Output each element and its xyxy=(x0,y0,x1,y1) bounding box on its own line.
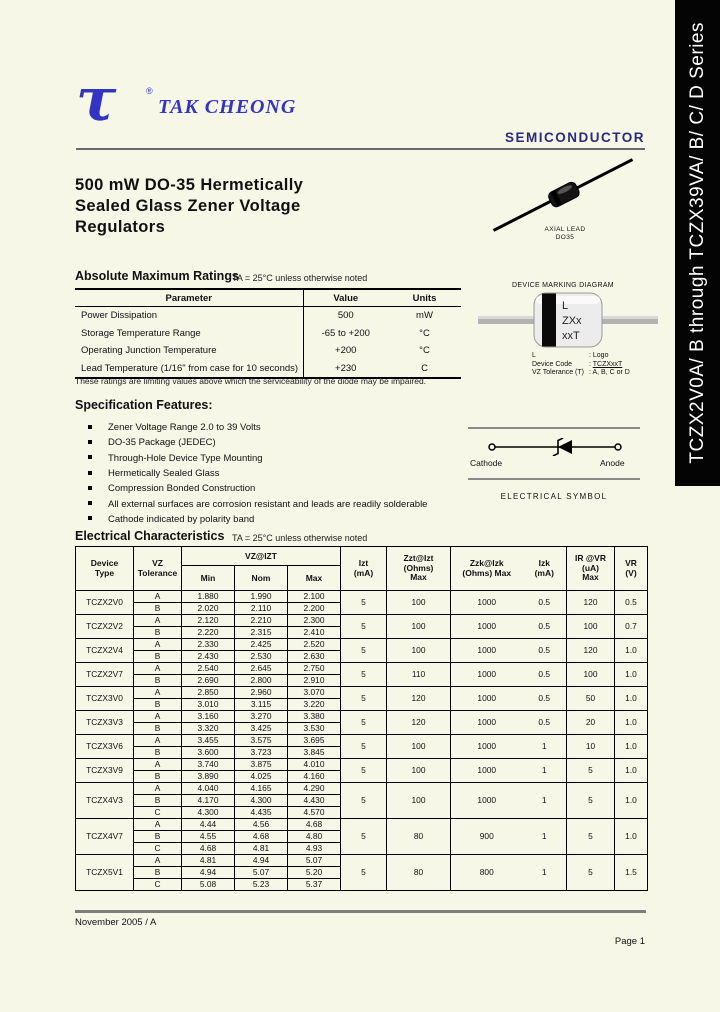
table-cell: 5 xyxy=(341,855,387,891)
abs-max-heading: Absolute Maximum Ratings xyxy=(75,269,239,283)
table-cell: -65 to +200 xyxy=(303,325,388,343)
table-cell: 2.630 xyxy=(288,651,341,663)
svg-text:xxT: xxT xyxy=(562,330,580,342)
table-cell: Operating Junction Temperature xyxy=(81,345,217,357)
table-cell: 4.010 xyxy=(288,759,341,771)
table-cell: 0.7 xyxy=(615,615,648,639)
table-cell: 0.5 xyxy=(523,711,567,735)
col-header-izk: Izk (mA) xyxy=(523,547,567,591)
table-cell: 4.570 xyxy=(288,807,341,819)
table-cell: 5 xyxy=(341,783,387,819)
table-cell: 3.070 xyxy=(288,687,341,699)
table-cell: 1000 xyxy=(451,615,523,639)
table-cell: 1.0 xyxy=(615,735,648,759)
table-cell: 4.44 xyxy=(182,819,235,831)
table-cell: °C xyxy=(419,327,430,339)
table-cell: 80 xyxy=(387,855,451,891)
table-cell: 1.0 xyxy=(615,639,648,663)
table-cell: 3.270 xyxy=(235,711,288,723)
table-cell: 100 xyxy=(387,639,451,663)
table-cell: 120 xyxy=(387,687,451,711)
table-row xyxy=(75,307,461,325)
revision-date: November 2005 / A xyxy=(75,917,157,928)
table-cell: A xyxy=(134,783,182,795)
table-cell: 3.160 xyxy=(182,711,235,723)
division-label: SEMICONDUCTOR xyxy=(504,130,645,145)
table-cell: 0.5 xyxy=(523,591,567,615)
table-row xyxy=(76,819,648,831)
table-cell: Storage Temperature Range xyxy=(81,327,201,339)
table-cell: TCZX3V0 xyxy=(76,687,134,711)
electrical-table-body xyxy=(76,591,648,891)
table-cell: B xyxy=(134,831,182,843)
feature-text: Zener Voltage Range 2.0 to 39 Volts xyxy=(108,422,261,434)
table-cell: 2.540 xyxy=(182,663,235,675)
cathode-label: Cathode xyxy=(470,458,503,468)
table-cell: 3.740 xyxy=(182,759,235,771)
table-cell: B xyxy=(134,747,182,759)
abs-max-note: These ratings are limiting values above which the serviceability of the diode may be impaired. xyxy=(75,376,427,386)
table-cell: 2.020 xyxy=(182,603,235,615)
table-cell: TCZX5V1 xyxy=(76,855,134,891)
feature-item xyxy=(88,512,427,527)
table-cell: 5 xyxy=(341,735,387,759)
table-cell: 2.690 xyxy=(182,675,235,687)
table-cell: mW xyxy=(416,310,433,322)
table-cell: 2.300 xyxy=(288,615,341,627)
table-cell: 4.68 xyxy=(235,831,288,843)
feature-text: All external surfaces are corrosion resistant and leads are readily solderable xyxy=(108,498,428,510)
feature-item xyxy=(88,481,427,496)
table-cell: 3.220 xyxy=(288,699,341,711)
electrical-table xyxy=(75,546,648,891)
table-cell: 100 xyxy=(387,735,451,759)
table-cell: 900 xyxy=(451,819,523,855)
table-cell: 20 xyxy=(567,711,615,735)
table-cell: 4.300 xyxy=(235,795,288,807)
feature-text: Compression Bonded Construction xyxy=(108,483,256,495)
legend-row xyxy=(532,361,630,370)
table-cell: 1.0 xyxy=(615,687,648,711)
col-header-device-type: Device Type xyxy=(76,547,134,591)
table-cell: 4.80 xyxy=(288,831,341,843)
series-sidebar xyxy=(675,0,720,486)
abs-max-table xyxy=(75,288,461,379)
table-cell: 50 xyxy=(567,687,615,711)
table-cell: 5 xyxy=(341,615,387,639)
table-row xyxy=(76,711,648,723)
table-cell: 5.23 xyxy=(235,879,288,891)
table-row xyxy=(76,663,648,675)
table-cell: B xyxy=(134,795,182,807)
col-header-vz-izt: VZ@IZT xyxy=(182,547,341,566)
table-cell: B xyxy=(134,651,182,663)
electrical-symbol-caption: ELECTRICAL SYMBOL xyxy=(500,492,608,501)
table-cell: 3.530 xyxy=(288,723,341,735)
abs-max-condition: TA = 25°C unless otherwise noted xyxy=(232,273,368,283)
table-cell: 1000 xyxy=(451,735,523,759)
page-title-line3: Regulators xyxy=(75,218,166,236)
symbol-divider-bottom xyxy=(468,478,640,480)
table-cell: 3.320 xyxy=(182,723,235,735)
table-cell: +200 xyxy=(303,342,388,360)
table-cell: TCZX3V3 xyxy=(76,711,134,735)
table-cell: 3.380 xyxy=(288,711,341,723)
table-cell: 2.645 xyxy=(235,663,288,675)
table-cell: TCZX2V2 xyxy=(76,615,134,639)
table-cell: 1000 xyxy=(451,639,523,663)
table-cell: 1.5 xyxy=(615,855,648,891)
legend-row xyxy=(532,352,630,361)
col-header-ir: IR @VR (uA) Max xyxy=(567,547,615,591)
col-header-parameter: Parameter xyxy=(75,289,303,307)
table-cell: 2.100 xyxy=(288,591,341,603)
page-number: Page 1 xyxy=(614,936,645,947)
col-header-min: Min xyxy=(182,566,235,591)
table-cell: 2.110 xyxy=(235,603,288,615)
table-cell: Power Dissipation xyxy=(81,310,158,322)
table-cell: 4.93 xyxy=(288,843,341,855)
table-cell: 2.430 xyxy=(182,651,235,663)
table-cell: 5 xyxy=(567,819,615,855)
table-cell: 5.07 xyxy=(235,867,288,879)
package-label-line2: DO35 xyxy=(555,234,575,241)
feature-text: Hermetically Sealed Glass xyxy=(108,468,220,480)
table-cell: 5 xyxy=(341,759,387,783)
marked-diode-illustration xyxy=(478,292,658,350)
table-cell: 2.315 xyxy=(235,627,288,639)
table-cell: 4.025 xyxy=(235,771,288,783)
table-cell: 3.425 xyxy=(235,723,288,735)
col-header-nom: Nom xyxy=(235,566,288,591)
table-cell: 4.040 xyxy=(182,783,235,795)
table-cell: 0.5 xyxy=(615,591,648,615)
legend-value: : Logo xyxy=(589,352,609,359)
table-cell: 3.723 xyxy=(235,747,288,759)
table-cell: 2.530 xyxy=(235,651,288,663)
table-row xyxy=(75,342,461,360)
table-cell: B xyxy=(134,627,182,639)
anode-label: Anode xyxy=(600,458,625,468)
table-cell: 4.55 xyxy=(182,831,235,843)
col-header-zzt: Zzt@Izt (Ohms) Max xyxy=(387,547,451,591)
table-cell: 4.165 xyxy=(235,783,288,795)
table-cell: 1 xyxy=(523,735,567,759)
table-cell: 4.290 xyxy=(288,783,341,795)
table-cell: 2.220 xyxy=(182,627,235,639)
table-cell: B xyxy=(134,771,182,783)
table-cell: 2.800 xyxy=(235,675,288,687)
table-cell: 5.20 xyxy=(288,867,341,879)
col-header-units: Units xyxy=(388,289,461,307)
table-cell: 1.0 xyxy=(615,663,648,687)
table-cell: 500 xyxy=(303,307,388,325)
table-cell: A xyxy=(134,759,182,771)
table-cell: 120 xyxy=(567,591,615,615)
square-bullet-icon xyxy=(88,455,92,459)
table-cell: 10 xyxy=(567,735,615,759)
table-cell: 2.410 xyxy=(288,627,341,639)
table-cell: TCZX3V9 xyxy=(76,759,134,783)
table-cell: 5 xyxy=(567,855,615,891)
table-cell: 5.37 xyxy=(288,879,341,891)
table-cell: 1 xyxy=(523,855,567,891)
table-cell: 1000 xyxy=(451,663,523,687)
table-cell: 5.07 xyxy=(288,855,341,867)
feature-text: Cathode indicated by polarity band xyxy=(108,513,255,525)
table-cell: 2.910 xyxy=(288,675,341,687)
table-cell: 3.575 xyxy=(235,735,288,747)
table-cell: A xyxy=(134,591,182,603)
table-cell: A xyxy=(134,735,182,747)
table-row xyxy=(76,615,648,627)
svg-text:L: L xyxy=(562,300,569,312)
table-cell: 3.845 xyxy=(288,747,341,759)
table-row xyxy=(76,591,648,603)
table-cell: A xyxy=(134,855,182,867)
table-row xyxy=(76,783,648,795)
table-cell: B xyxy=(134,675,182,687)
table-cell: 100 xyxy=(387,759,451,783)
table-cell: C xyxy=(134,843,182,855)
table-cell: 1.0 xyxy=(615,711,648,735)
page-title-line2: Sealed Glass Zener Voltage xyxy=(75,197,301,215)
table-cell: 1.990 xyxy=(235,591,288,603)
legend-label: Device Code xyxy=(532,360,573,368)
package-label-line1: AXIAL LEAD xyxy=(544,226,586,233)
footer-divider xyxy=(75,910,646,913)
table-cell: TCZX4V7 xyxy=(76,819,134,855)
brand-name: TAK CHEONG xyxy=(158,96,297,118)
table-cell: 5 xyxy=(567,783,615,819)
legend-value: TCZXxxT xyxy=(592,360,623,368)
table-cell: 1 xyxy=(523,819,567,855)
table-cell: 1000 xyxy=(451,711,523,735)
table-cell: 2.960 xyxy=(235,687,288,699)
package-label xyxy=(518,226,612,242)
table-cell: 100 xyxy=(387,615,451,639)
table-cell: 4.68 xyxy=(182,843,235,855)
table-cell: 100 xyxy=(567,663,615,687)
table-cell: 4.81 xyxy=(182,855,235,867)
table-cell: 110 xyxy=(387,663,451,687)
legend-label: VZ Tolerance (T) xyxy=(532,369,584,377)
table-cell: B xyxy=(134,603,182,615)
table-cell: 100 xyxy=(387,783,451,819)
table-cell: 100 xyxy=(387,591,451,615)
table-cell: A xyxy=(134,663,182,675)
table-cell: TCZX2V0 xyxy=(76,591,134,615)
col-header-izt: Izt (mA) xyxy=(341,547,387,591)
table-cell: 4.81 xyxy=(235,843,288,855)
table-cell: C xyxy=(134,807,182,819)
table-cell: 1000 xyxy=(451,591,523,615)
marking-diagram-heading: DEVICE MARKING DIAGRAM xyxy=(512,282,614,289)
legend-colon: : xyxy=(589,360,593,368)
table-cell: 3.455 xyxy=(182,735,235,747)
registered-trademark-icon: ® xyxy=(146,86,153,96)
axial-diode-illustration xyxy=(483,155,643,235)
marking-legend xyxy=(532,352,630,378)
electrical-condition: TA = 25°C unless otherwise noted xyxy=(232,533,368,543)
table-cell: 4.170 xyxy=(182,795,235,807)
table-cell: 0.5 xyxy=(523,687,567,711)
table-cell: 2.120 xyxy=(182,615,235,627)
table-cell: 1000 xyxy=(451,783,523,819)
table-cell: 2.520 xyxy=(288,639,341,651)
series-sidebar-text: TCZX2V0A/ B through TCZX39VA/ B/ C/ D Series xyxy=(686,22,708,464)
square-bullet-icon xyxy=(88,486,92,490)
page-title-line1: 500 mW DO-35 Hermetically xyxy=(75,176,304,194)
table-cell: 3.695 xyxy=(288,735,341,747)
table-cell: TCZX3V6 xyxy=(76,735,134,759)
table-cell: 5 xyxy=(341,687,387,711)
table-cell: 0.5 xyxy=(523,615,567,639)
square-bullet-icon xyxy=(88,516,92,520)
table-cell: 3.010 xyxy=(182,699,235,711)
table-cell: A xyxy=(134,615,182,627)
table-cell: 5 xyxy=(341,711,387,735)
table-cell: 2.425 xyxy=(235,639,288,651)
table-cell: C xyxy=(388,360,461,379)
table-cell: 3.890 xyxy=(182,771,235,783)
table-cell: 4.68 xyxy=(288,819,341,831)
table-cell: 4.435 xyxy=(235,807,288,819)
features-heading: Specification Features: xyxy=(75,398,213,412)
table-row xyxy=(76,639,648,651)
square-bullet-icon xyxy=(88,425,92,429)
table-cell: 2.750 xyxy=(288,663,341,675)
table-cell: 2.200 xyxy=(288,603,341,615)
table-cell: 3.115 xyxy=(235,699,288,711)
table-cell: TCZX4V3 xyxy=(76,783,134,819)
table-cell: 2.850 xyxy=(182,687,235,699)
feature-item xyxy=(88,466,427,481)
table-cell: 2.330 xyxy=(182,639,235,651)
feature-item xyxy=(88,435,427,450)
table-cell: 5.08 xyxy=(182,879,235,891)
table-cell: A xyxy=(134,639,182,651)
legend-row xyxy=(532,369,630,378)
legend-label: L xyxy=(532,352,536,359)
table-cell: B xyxy=(134,699,182,711)
col-header-vz-tolerance: VZ Tolerance xyxy=(134,547,182,591)
col-header-max: Max xyxy=(288,566,341,591)
col-header-value: Value xyxy=(303,289,388,307)
table-cell: 3.875 xyxy=(235,759,288,771)
table-row xyxy=(76,687,648,699)
features-list xyxy=(88,420,427,527)
table-cell: 80 xyxy=(387,819,451,855)
table-header-row xyxy=(76,547,648,566)
feature-text: DO-35 Package (JEDEC) xyxy=(108,437,216,449)
table-cell: 0.5 xyxy=(523,639,567,663)
table-cell: 1.0 xyxy=(615,759,648,783)
table-header-row xyxy=(75,289,461,307)
table-row xyxy=(76,759,648,771)
header-divider xyxy=(76,148,645,150)
table-cell: B xyxy=(134,867,182,879)
table-cell: A xyxy=(134,711,182,723)
table-cell: 4.56 xyxy=(235,819,288,831)
table-cell: 5 xyxy=(341,639,387,663)
table-cell: A xyxy=(134,819,182,831)
table-cell: 5 xyxy=(341,819,387,855)
page-title xyxy=(75,175,303,238)
square-bullet-icon xyxy=(88,501,92,505)
table-row xyxy=(75,325,461,343)
table-cell: 1.0 xyxy=(615,783,648,819)
table-row xyxy=(76,855,648,867)
table-cell: 4.300 xyxy=(182,807,235,819)
table-cell: 4.94 xyxy=(182,867,235,879)
table-row xyxy=(76,735,648,747)
table-cell: 1.880 xyxy=(182,591,235,603)
electrical-heading: Electrical Characteristics xyxy=(75,529,225,543)
svg-text:ZXx: ZXx xyxy=(562,315,582,327)
table-cell: 800 xyxy=(451,855,523,891)
table-cell: TCZX2V4 xyxy=(76,639,134,663)
table-cell: 4.160 xyxy=(288,771,341,783)
table-cell: Lead Temperature (1/16" from case for 10 seconds) xyxy=(75,360,303,379)
col-header-vr: VR (V) xyxy=(615,547,648,591)
table-cell: 5 xyxy=(341,591,387,615)
table-cell: A xyxy=(134,687,182,699)
zener-symbol-illustration xyxy=(468,438,640,456)
table-cell: 1 xyxy=(523,783,567,819)
table-cell: 3.600 xyxy=(182,747,235,759)
table-cell: 2.210 xyxy=(235,615,288,627)
table-cell: C xyxy=(134,879,182,891)
table-cell: 120 xyxy=(387,711,451,735)
tak-cheong-logo-icon: τ xyxy=(76,65,117,135)
table-cell: 5 xyxy=(567,759,615,783)
feature-item xyxy=(88,451,427,466)
table-cell: TCZX2V7 xyxy=(76,663,134,687)
table-cell: 120 xyxy=(567,639,615,663)
col-header-zzk: Zzk@Izk (Ohms) Max xyxy=(451,547,523,591)
table-cell: 0.5 xyxy=(523,663,567,687)
feature-text: Through-Hole Device Type Mounting xyxy=(108,452,263,464)
table-cell: 1000 xyxy=(451,759,523,783)
table-cell: +230 xyxy=(303,360,388,379)
table-cell: 5 xyxy=(341,663,387,687)
table-cell: B xyxy=(134,723,182,735)
symbol-divider-top xyxy=(468,427,640,429)
table-cell: 1 xyxy=(523,759,567,783)
feature-item xyxy=(88,420,427,435)
square-bullet-icon xyxy=(88,440,92,444)
table-cell: 100 xyxy=(567,615,615,639)
table-cell: 1000 xyxy=(451,687,523,711)
table-cell: 1.0 xyxy=(615,819,648,855)
table-cell: 4.94 xyxy=(235,855,288,867)
feature-item xyxy=(88,496,427,511)
table-cell: °C xyxy=(419,345,430,357)
table-cell: 4.430 xyxy=(288,795,341,807)
square-bullet-icon xyxy=(88,471,92,475)
legend-value: : A, B, C or D xyxy=(589,369,630,377)
